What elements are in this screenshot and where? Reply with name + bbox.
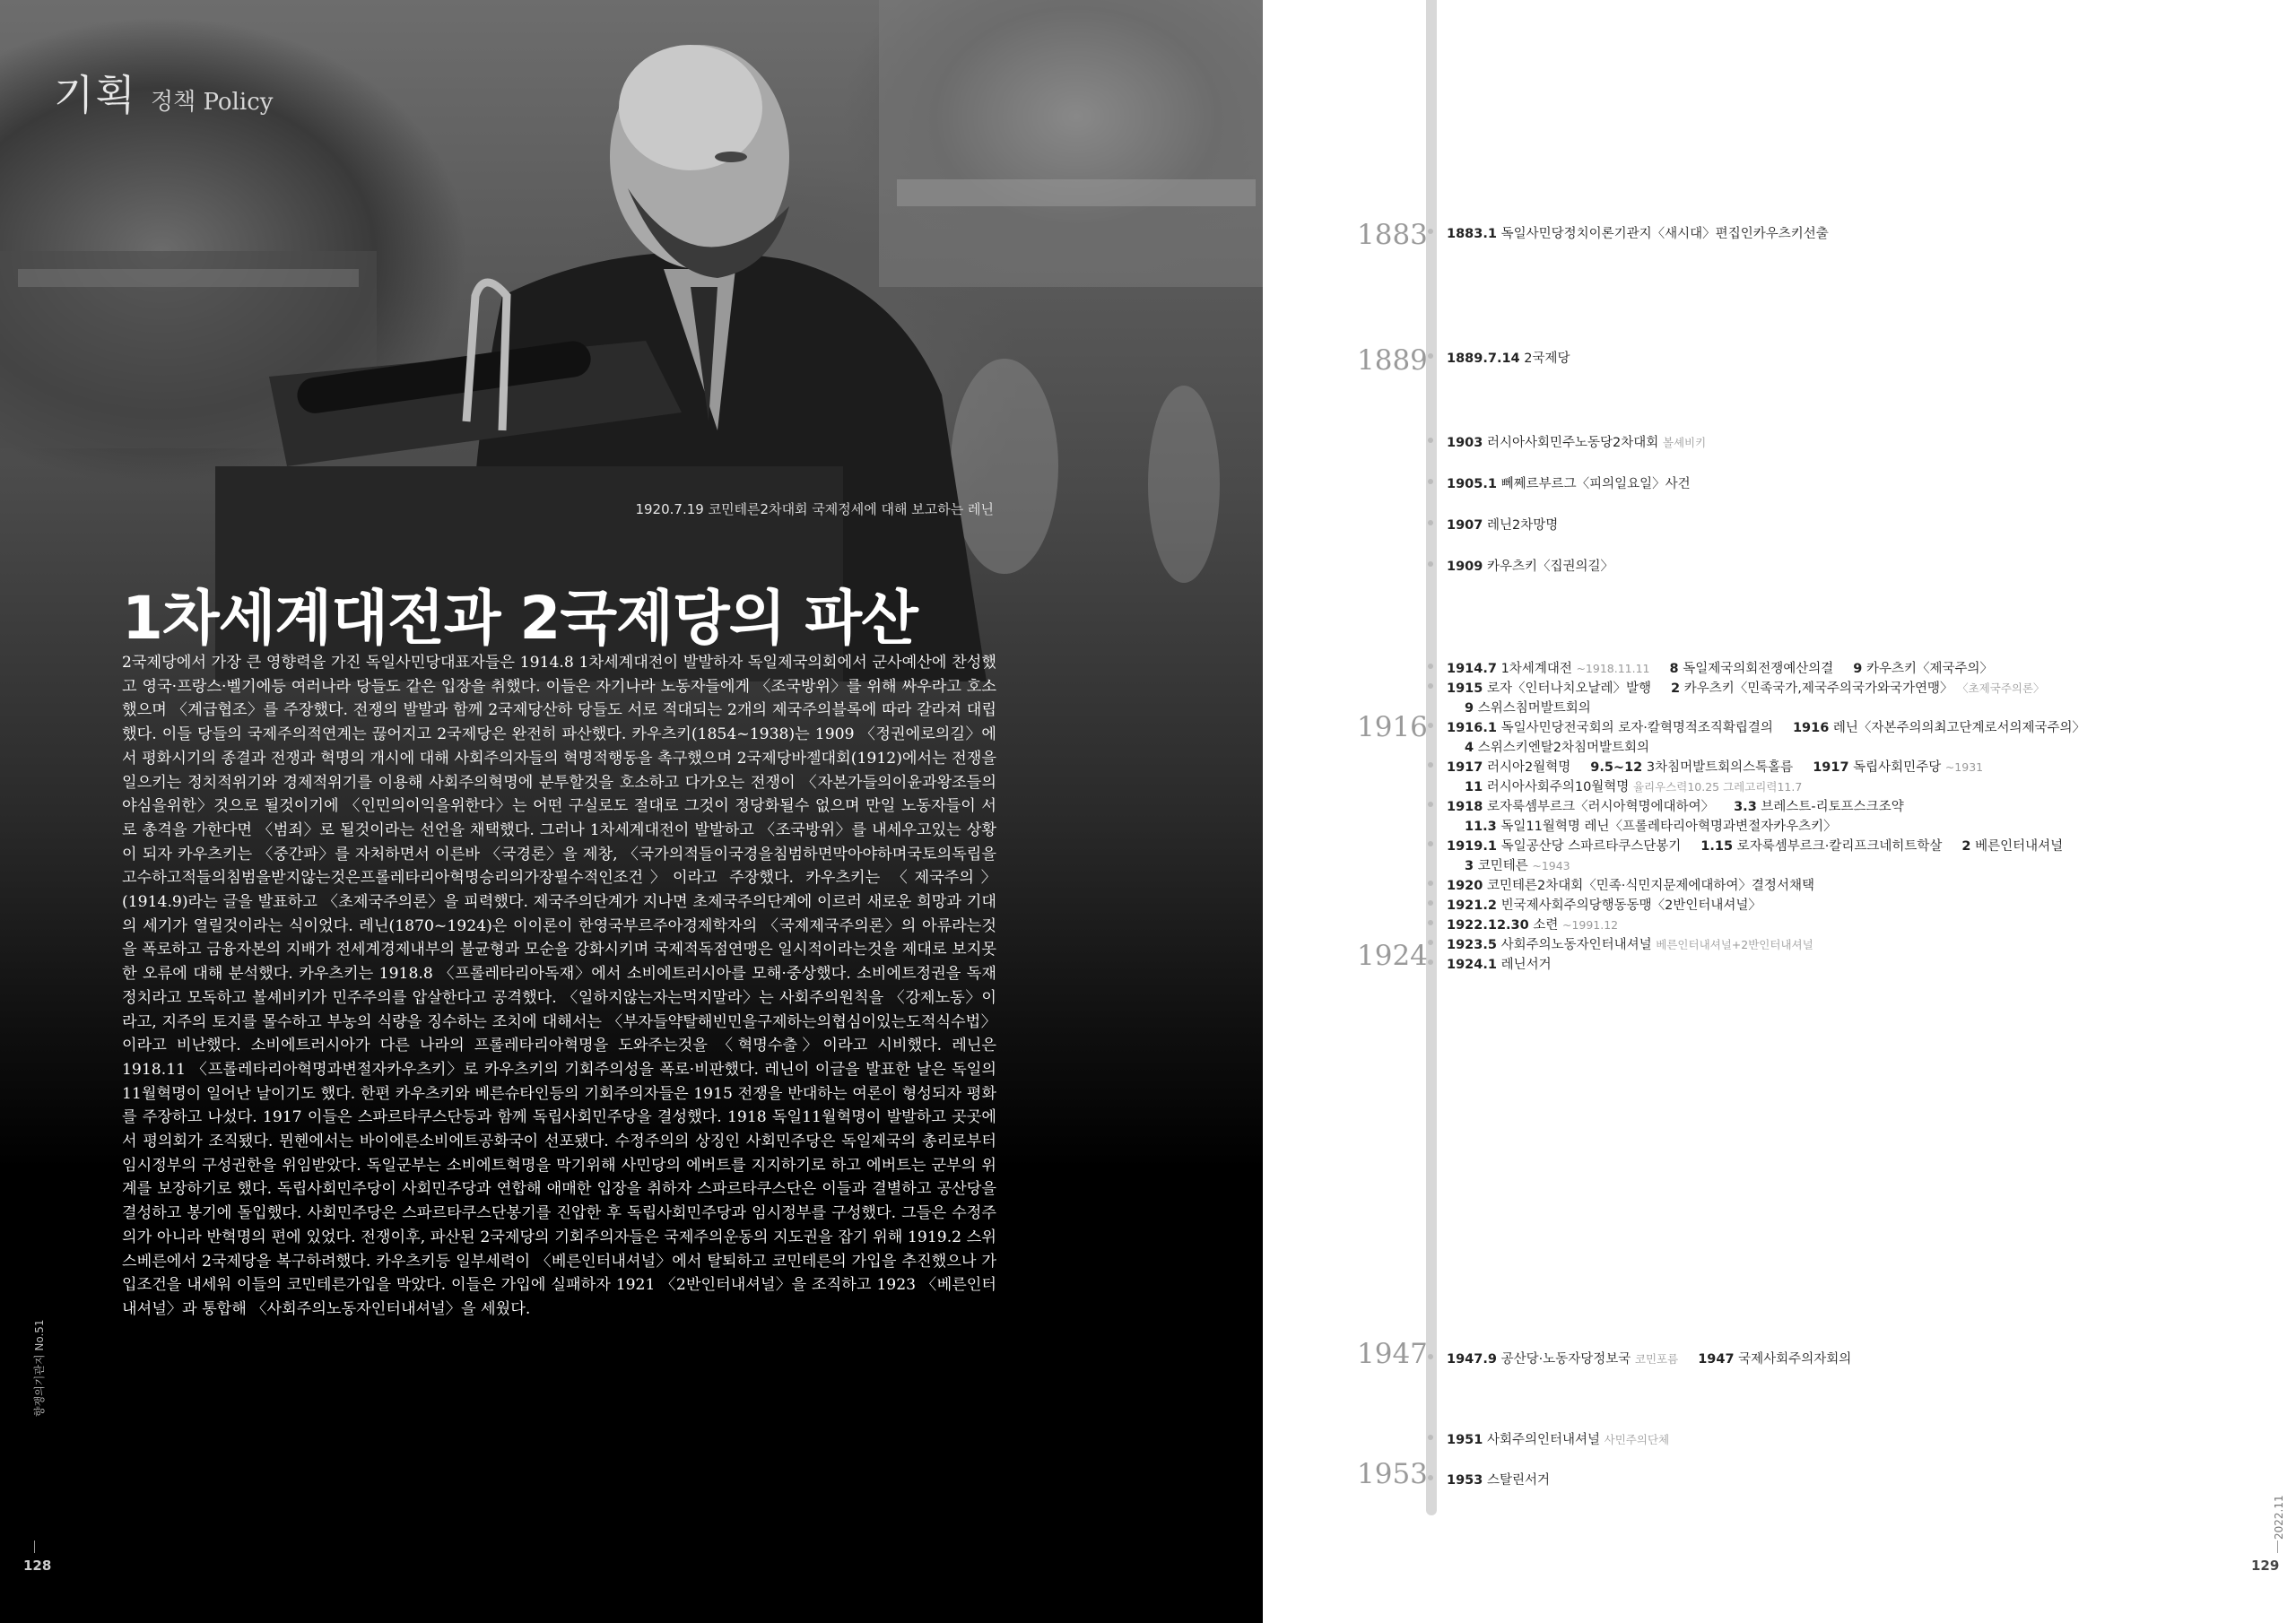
entry-text: 카우츠키〈집권의길〉 [1483, 560, 1614, 574]
entry-date: 1923.5 [1447, 938, 1497, 952]
timeline-entry [1447, 348, 1570, 367]
entry-date: 9 [1853, 662, 1863, 676]
timeline-entry [1447, 1470, 1550, 1488]
entry-text: 러시아2월혁명 [1483, 760, 1571, 775]
timeline-entry [1447, 757, 1983, 776]
entry-text: 빈국제사회주의당행동동맹〈2반인터내셔널〉 [1496, 898, 1761, 913]
entry-date: 1903 [1447, 436, 1483, 450]
timeline-entry [1447, 1349, 1851, 1367]
entry-date: 1951 [1447, 1433, 1483, 1447]
timeline-year: 1916 [1357, 711, 1428, 743]
entry-text: 코민테른 [1474, 859, 1533, 873]
entry-date: 1916 [1792, 721, 1830, 735]
page-number-left: 128 [23, 1558, 52, 1574]
entry-text: 스위스침머발트회의 [1474, 701, 1591, 716]
entry-text: 카우츠키〈민족국가,제국주의국가와국가연맹〉 [1680, 681, 1958, 696]
entry-text: 코민테른2차대회〈민족·식민지문제에대하여〉결정서채택 [1483, 879, 1814, 893]
timeline-dot [1428, 940, 1433, 945]
entry-text: 2국제당 [1519, 352, 1570, 366]
entry-text: 독일사민당정치이론기관지〈새시대〉편집인카우츠키선출 [1496, 227, 1829, 241]
timeline-entry [1447, 515, 1558, 534]
entry-text: 카우츠키〈제국주의〉 [1862, 662, 1994, 676]
entry-date: 11 [1465, 780, 1483, 794]
entry-note: ~1931 [1944, 760, 1984, 774]
timeline-entry [1447, 796, 1904, 815]
entry-date: 11.3 [1465, 820, 1497, 834]
entry-text: 3차침머발트회의스톡홀름 [1642, 760, 1794, 775]
entry-date: 3.3 [1734, 800, 1757, 814]
entry-text: 스위스키엔탈2차침머발트회의 [1474, 741, 1650, 755]
entry-text: 1차세계대전 [1496, 662, 1577, 676]
entry-text: 로자〈인터나치오날레〉발행 [1483, 681, 1652, 696]
timeline-entry [1447, 915, 1618, 933]
entry-date: 1919.1 [1447, 839, 1497, 854]
entry-date: 1905.1 [1447, 477, 1497, 491]
timeline-entry [1447, 954, 1552, 973]
right-page [1263, 0, 2296, 1623]
timeline-dot [1428, 920, 1433, 925]
entry-text: 독일사민당전국회의 로자·칼혁명적조직확립결의 [1496, 721, 1773, 735]
timeline-entry [1447, 556, 1613, 575]
entry-text: 독립사회민주당 [1848, 760, 1945, 775]
entry-date: 1920 [1447, 879, 1483, 893]
timeline-dot [1428, 762, 1433, 768]
entry-date: 1883.1 [1447, 227, 1497, 241]
timeline-entry [1447, 1429, 1669, 1448]
timeline-dot [1428, 479, 1433, 484]
entry-text: 스탈린서거 [1483, 1473, 1551, 1488]
entry-text: 공산당·노동자당정보국 [1496, 1352, 1635, 1367]
page-title: 1차세계대전과 2국제당의 파산 [122, 584, 918, 654]
entry-date: 1953 [1447, 1473, 1483, 1488]
entry-text: 국제사회주의자회의 [1734, 1352, 1852, 1367]
entry-text: 로자룩셈부르크〈러시아혁명에대하여〉 [1483, 800, 1715, 814]
entry-date: 1914.7 [1447, 662, 1497, 676]
entry-date: 2 [1671, 681, 1681, 696]
entry-note: 〈초제국주의론〉 [1957, 681, 2045, 695]
timeline-dot [1428, 1354, 1433, 1359]
timeline-dot [1428, 438, 1433, 443]
entry-date: 4 [1465, 741, 1474, 755]
entry-text: 독일11월혁명 레닌〈프롤레타리아혁명과변절자카우츠키〉 [1496, 820, 1837, 834]
entry-date: 1947 [1698, 1352, 1735, 1367]
entry-date: 1917 [1813, 760, 1849, 775]
entry-note: ~1943 [1532, 859, 1570, 872]
entry-text: 사회주의노동자인터내셔널 [1496, 938, 1657, 952]
timeline-dot [1428, 881, 1433, 886]
entry-text: 레닌서거 [1496, 958, 1552, 972]
entry-note: 사민주의단체 [1604, 1433, 1670, 1446]
page-number-right: 129 [2251, 1558, 2280, 1574]
section-sub: 정책 Policy [150, 89, 274, 116]
entry-date: 1916.1 [1447, 721, 1497, 735]
entry-date: 1915 [1447, 681, 1483, 696]
entry-text: 소련 [1528, 918, 1562, 933]
entry-text: 독일공산당 스파르타쿠스단봉기 [1496, 839, 1682, 854]
entry-date: 1924.1 [1447, 958, 1497, 972]
entry-text: 러시아사회주의10월혁명 [1483, 780, 1633, 794]
entry-date: 1909 [1447, 560, 1483, 574]
timeline-entry [1465, 737, 1649, 756]
entry-text: 레닌2차망명 [1483, 518, 1559, 533]
timeline-year: 1924 [1357, 940, 1428, 972]
entry-note: 코민포름 [1634, 1352, 1679, 1366]
timeline-dot [1428, 900, 1433, 906]
timeline-dot [1428, 520, 1433, 525]
page-divider [34, 1541, 35, 1553]
timeline-year: 1953 [1357, 1458, 1428, 1490]
entry-note: 베른인터내셔널+2반인터내셔널 [1656, 938, 1813, 951]
entry-text: 사회주의인터내셔널 [1483, 1433, 1605, 1447]
entry-text: 독일제국의회전쟁예산의결 [1678, 662, 1834, 676]
entry-text: 뻬쩨르부르그〈피의일요일〉사건 [1496, 477, 1691, 491]
timeline-entry [1465, 777, 1802, 795]
issue-label: 향쟁의기관지 No.51 [33, 1319, 46, 1417]
timeline-entry [1447, 934, 1813, 953]
entry-date: 1889.7.14 [1447, 352, 1520, 366]
entry-date: 1917 [1447, 760, 1483, 775]
timeline-entry [1465, 816, 1837, 835]
timeline-dot [1428, 561, 1433, 567]
entry-date: 9.5~12 [1590, 760, 1643, 775]
timeline-entry [1465, 855, 1570, 874]
timeline-dot [1428, 959, 1433, 965]
entry-date: 1922.12.30 [1447, 918, 1529, 933]
timeline-dot [1428, 229, 1433, 234]
entry-date: 8 [1669, 662, 1679, 676]
entry-text: 베른인터내셔널 [1970, 839, 2064, 854]
page-divider [2277, 1541, 2278, 1553]
entry-date: 1907 [1447, 518, 1483, 533]
timeline-dot [1428, 664, 1433, 669]
timeline-dot [1428, 802, 1433, 807]
entry-text: 브레스트-리토프스크조약 [1756, 800, 1904, 814]
entry-date: 3 [1465, 859, 1474, 873]
entry-text: 레닌〈자본주의의최고단계로서의제국주의〉 [1829, 721, 2086, 735]
timeline-entry [1447, 875, 1814, 894]
timeline-entry [1447, 473, 1691, 492]
entry-date: 9 [1465, 701, 1474, 716]
timeline-entry [1447, 223, 1829, 242]
entry-text: 로자룩셈부르크·칼리프크네히트학살 [1733, 839, 1943, 854]
timeline-entry [1447, 658, 1993, 677]
photo-caption: 1920.7.19 코민테른2차대회 국제정세에 대해 보고하는 레닌 [635, 501, 994, 517]
timeline-entry [1447, 432, 1706, 451]
timeline-year: 1947 [1357, 1338, 1428, 1370]
entry-date: 2 [1961, 839, 1971, 854]
timeline-dot [1428, 683, 1433, 689]
timeline-dot [1428, 1435, 1433, 1440]
timeline-entry [1447, 717, 2085, 736]
timeline-entry [1447, 895, 1761, 914]
timeline-dot [1428, 841, 1433, 846]
entry-text: 러시아사회민주노동당2차대회 [1483, 436, 1663, 450]
timeline-entry [1447, 836, 2063, 855]
entry-date: 1921.2 [1447, 898, 1497, 913]
article-paragraph: 2국제당에서 가장 큰 영향력을 가진 독일사민당대표자들은 1914.8 1차세계대전이 발발하자 독일제국의회에서 군사예산에 찬성했고 영국·프랑스·벨기에등 여러나라 당들도 같은 입장을 취했다. 이들은 자기나라 노동자들에게 〈조국방위〉를 위해 싸우라고 호소했으며 〈계급협조〉를 주장했다. 전쟁의 발발과 함께 2국제당산하 당들도 서로 적대되는 2개의 제국주의블록에 따라 갈라져 대립했다. 이들 당들의 국제주의적연계는 끊어지고 2국제당은 완전히 파산했다. 카우츠키(1854~1938)는 1909 〈정권에로의길〉에서 평화시기의 종결과 전쟁과 혁명의 개시에 대해 사회주의자들의 혁명적행동을 촉구했으며 2국제당바젤대회(1912)에서는 전쟁을 일으키는 정치적위기와 경제적위기를 이용해 사회주의혁명에 분투할것을 호소하고 다가오는 전쟁이 〈자본가들의이윤과왕조들의야심을위한〉것으로 될것이기에 〈인민의이익을위한다〉는 어떤 구실로도 절대로 그것이 정당화될수 없으며 만일 노동자들이 서로 총격을 가한다면 〈범죄〉로 될것이라는 선언을 채택했다. 그러나 1차세계대전이 발발하고 〈조국방위〉를 내세우고있는 상황이 되자 카우츠키는 〈중간파〉를 자처하면서 이른바 〈국경론〉을 제창, 〈국가의적들이국경을침범하면막아야하며국토의독립을고수하고적들의침범을받지않는것은프롤레타리아혁명승리의가장필수적인조건〉이라고 주장했다. 카우츠키는 〈제국주의〉(1914.9)라는 글을 발표하고 〈초제국주의론〉을 피력했다. 제국주의단계가 지나면 초제국주의단계에 이르러 새로운 희망과 기대의 세기가 열릴것이라는 식이었다. 레닌(1870~1924)은 이이론이 한영국부르주아경제학자의 〈국제제국주의론〉의 아류라는것을 폭로하고 금융자본의 지배가 전세계경제내부의 불균형과 모순을 강화시키며 국제적독점연맹은 일시적이라는것을 제대로 보지못한 오류에 대해 분석했다. 카우츠키는 1918.8 〈프롤레타리아독재〉에서 소비에트러시아를 모해·중상했다. 소비에트정권을 독재정치라고 모독하고 볼셰비키가 민주주의를 압살한다고 공격했다. 〈일하지않는자는먹지말라〉는 사회주의원칙을 〈강제노동〉이라고, 지주의 토지를 몰수하고 부농의 식량을 징수하는 조치에 대해서는 〈부자들약탈해빈민을구제하는의협심이있는도적식수법〉이라고 비난했다. 소비에트러시아가 다른 나라의 프롤레타리아혁명을 도와주는것을 〈혁명수출〉이라고 시비했다. 레닌은 1918.11 〈프롤레타리아혁명과변절자카우츠키〉로 카우츠키의 기회주의성을 폭로·비판했다. 레닌이 이글을 발표한 날은 독일의 11월혁명이 일어난 날이기도 했다. 한편 카우츠키와 베른슈타인등의 기회주의자들은 1915 전쟁을 반대하는 여론이 형성되자 평화를 주장하고 나섰다. 1917 이들은 스파르타쿠스단등과 함께 독립사회민주당을 결성했다. 1918 독일11월혁명이 발발하고 곳곳에서 평의회가 조직됐다. 뮌헨에서는 바이에른소비에트공화국이 선포됐다. 수정주의의 상징인 사회민주당은 독일제국의 총리로부터 임시정부의 구성권한을 위임받았다. 독일군부는 소비에트혁명을 막기위해 사민당의 에버트를 지지하기로 하고 에버트는 군부의 위계를 보장하기로 했다. 독립사회민주당이 사회민주당과 연합해 애매한 입장을 취하자 스파르타쿠스단은 이들과 결별하고 공산당을 결성하고 봉기에 돌입했다. 사회민주당은 스파르타쿠스단봉기를 진압한 후 독립사회민주당과 임시정부를 구성했다. 그들은 수정주의가 아니라 반혁명의 편에 있었다. 전쟁이후, 파산된 2국제당의 기회주의자들은 국제주의운동의 지도권을 잡기 위해 1919.2 스위스베른에서 2국제당을 복구하려했다. 카우츠키등 일부세력이 〈베른인터내셔널〉에서 탈퇴하고 코민테른의 가입을 추진했으나 가입조건을 내세워 이들의 코민테른가입을 막았다. 이들은 가입에 실패하자 1921 〈2반인터내셔널〉을 조직하고 1923 〈베른인터내셔널〉과 통합해 〈사회주의노동자인터내셔널〉을 세웠다. [122, 654, 996, 1318]
entry-note: 볼셰비키 [1662, 436, 1707, 449]
timeline-year: 1883 [1357, 219, 1428, 251]
section-label [54, 63, 273, 122]
timeline-entry [1447, 678, 2045, 697]
entry-date: 1918 [1447, 800, 1483, 814]
issue-date: 2022.11 [2273, 1495, 2285, 1540]
timeline-dot [1428, 1475, 1433, 1480]
timeline-dot [1428, 353, 1433, 359]
entry-note: ~1991.12 [1561, 918, 1619, 932]
article-body [122, 651, 996, 1322]
timeline-entry [1465, 698, 1591, 716]
section-main: 기획 [54, 71, 137, 119]
timeline-year: 1889 [1357, 344, 1428, 377]
entry-note: ~1918.11.11 [1576, 662, 1650, 675]
entry-date: 1.15 [1700, 839, 1734, 854]
entry-date: 1947.9 [1447, 1352, 1497, 1367]
timeline-dot [1428, 723, 1433, 728]
entry-note: 율리우스력10.25 그레고리력11.7 [1632, 780, 1803, 794]
